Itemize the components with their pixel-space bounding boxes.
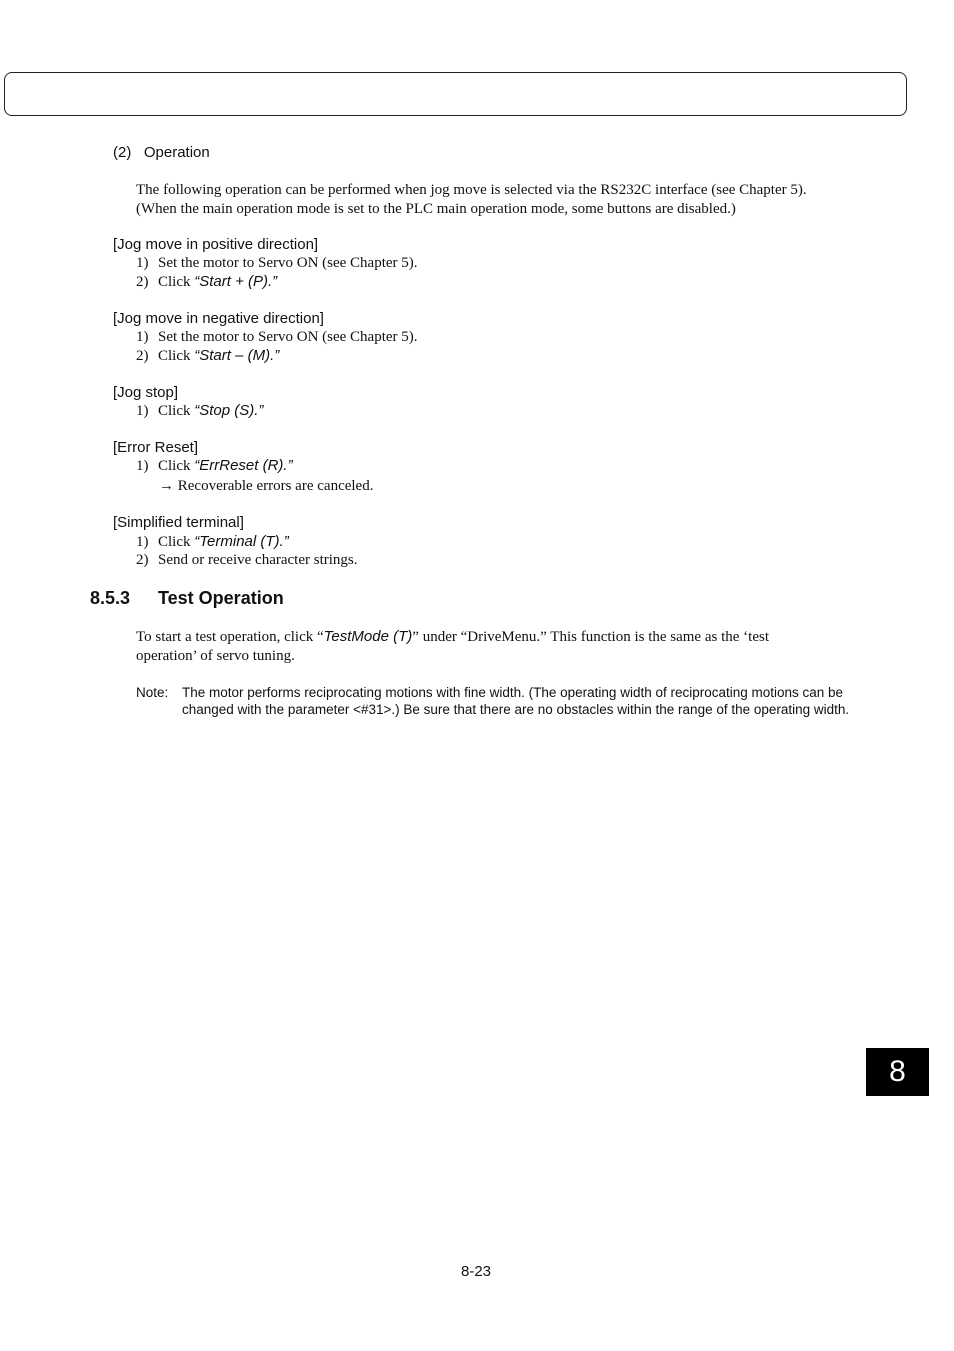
page-number: 8-23: [461, 1263, 492, 1280]
errreset-button-label: “ErrReset (R).”: [194, 456, 293, 474]
step-text: Click: [158, 533, 195, 550]
step-number: 1): [136, 533, 149, 550]
step-text: Set the motor to Servo ON (see Chapter 5).: [158, 329, 418, 345]
header-frame: [4, 72, 907, 116]
step-text: Click: [158, 402, 195, 419]
test-line-1: [136, 628, 769, 647]
section-title: Test Operation: [158, 588, 284, 608]
jog-positive-heading: [Jog move in positive direction]: [113, 236, 319, 253]
terminal-button-label: “Terminal (T).”: [194, 532, 289, 550]
jog-positive-step-2: [136, 273, 277, 292]
note-text: The motor performs reciprocating motions with fine width. (The operating width of reciprocating motions can be changed with the parameter <#31>.) Be sure that there are no obstacles within the range of the operating width.: [182, 685, 850, 717]
jog-stop-step-1: [136, 402, 263, 421]
step-text: Click: [158, 347, 195, 364]
step-number: 2): [136, 347, 149, 364]
step-text: Set the motor to Servo ON (see Chapter 5).: [158, 255, 418, 271]
test-paragraph: [136, 628, 769, 665]
error-reset-step-1: [136, 457, 293, 476]
section-number: 8.5.3: [90, 588, 131, 608]
testmode-button-label: TestMode (T): [323, 628, 413, 645]
error-reset-result: [159, 477, 373, 496]
section-heading: [90, 588, 284, 609]
arrow-icon: →: [159, 478, 174, 494]
terminal-step-1: [136, 533, 289, 552]
step-number: 2): [136, 552, 149, 568]
step-text: Click: [158, 457, 195, 474]
jog-stop-heading: [Jog stop]: [113, 384, 179, 401]
start-minus-button-label: “Start – (M).”: [194, 346, 280, 364]
jog-positive-step-1: [136, 254, 418, 273]
step-number: 1): [136, 329, 149, 345]
step-text: Send or receive character strings.: [158, 552, 358, 568]
step-number: 1): [136, 457, 149, 474]
note-label: Note:: [136, 685, 169, 700]
terminal-heading: [Simplified terminal]: [113, 514, 244, 531]
error-reset-heading: [Error Reset]: [113, 439, 199, 456]
intro-line-2: (When the main operation mode is set to the PLC main operation mode, some buttons are disabled.): [136, 200, 736, 217]
stop-button-label: “Stop (S).”: [194, 401, 264, 419]
jog-negative-heading: [Jog move in negative direction]: [113, 310, 324, 327]
subsection-heading: [113, 144, 210, 161]
terminal-step-2: [136, 551, 358, 570]
test-text-part-2: ” under “DriveMenu.” This function is the same as the ‘test: [412, 629, 769, 645]
result-text: Recoverable errors are canceled.: [174, 478, 374, 494]
test-line-2: operation’ of servo tuning.: [136, 647, 295, 664]
subsection-number: (2): [113, 144, 132, 161]
step-text: Click: [158, 273, 195, 290]
step-number: 1): [136, 255, 149, 271]
step-number: 1): [136, 402, 149, 419]
note-block: [136, 684, 876, 738]
jog-negative-step-1: [136, 328, 418, 347]
jog-negative-step-2: [136, 347, 279, 366]
intro-line-1: The following operation can be performed when jog move is selected via the RS232C interface (see Chapter 5).: [136, 182, 807, 198]
intro-paragraph: [136, 181, 807, 218]
chapter-tab: 8: [866, 1048, 929, 1096]
start-plus-button-label: “Start + (P).”: [194, 272, 278, 290]
subsection-title: Operation: [143, 144, 210, 161]
step-number: 2): [136, 273, 149, 290]
test-text-part-1: To start a test operation, click “: [136, 629, 324, 645]
